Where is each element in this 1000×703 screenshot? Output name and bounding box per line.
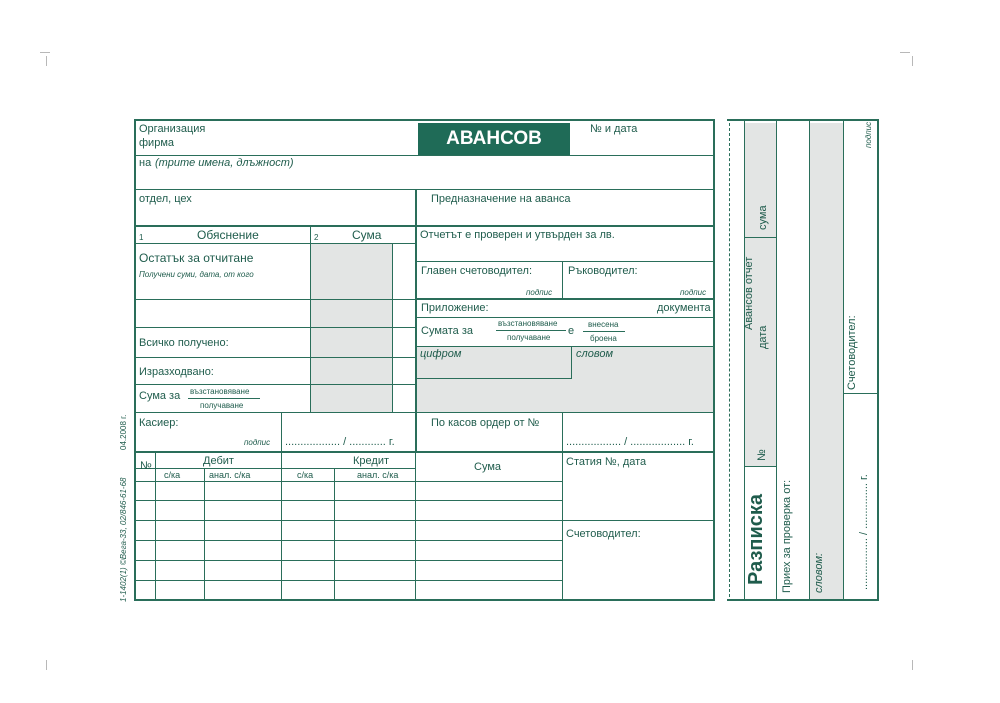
article-date-label: Статия №, дата	[566, 456, 647, 468]
in-words-label: словом	[576, 348, 613, 360]
row-line	[134, 357, 416, 358]
amount-shade	[417, 346, 714, 412]
sum-header: Сума	[474, 461, 502, 473]
paid-option: броена	[590, 334, 617, 343]
frame-left	[134, 119, 136, 601]
fraction-line	[188, 398, 260, 399]
col-line	[571, 346, 572, 378]
row-line	[415, 317, 714, 318]
checked-label: Отчетът е проверен и утвърден за лв.	[420, 229, 615, 241]
balance-label: Остатък за отчитане	[139, 251, 254, 265]
cash-order-date: .................. / .................. г.	[566, 436, 694, 448]
receipt-frame	[727, 599, 879, 601]
row-line	[562, 520, 714, 521]
row-line	[134, 560, 562, 561]
receipt-date-label: дата	[757, 325, 769, 349]
crop-mark	[912, 660, 913, 670]
print-date: 04.2008 г.	[119, 414, 128, 450]
receipt-line	[776, 121, 777, 599]
receipt-line	[745, 237, 776, 238]
col-line	[204, 468, 205, 600]
row-line	[134, 540, 562, 541]
row-line	[134, 468, 416, 469]
col-line	[334, 468, 335, 600]
on-label: на	[139, 157, 152, 169]
manager-label: Ръководител:	[568, 265, 638, 277]
frame-right	[713, 119, 715, 601]
in-digits-label: цифром	[420, 348, 462, 360]
receipt-in-words-label: словом:	[813, 552, 825, 593]
col-line	[155, 451, 156, 600]
receipt-line	[843, 121, 844, 599]
department-label: отдел, цех	[139, 193, 192, 205]
col2-number: 2	[314, 233, 319, 242]
credit-header: Кредит	[353, 455, 390, 467]
row-line	[134, 481, 562, 482]
cut-line	[729, 123, 730, 597]
col-line	[281, 412, 282, 451]
sum-for-label: Сумата за	[421, 325, 474, 337]
col2-header: Сума	[352, 228, 382, 242]
row-line	[416, 378, 572, 379]
col-line	[415, 451, 416, 600]
restore-option: възстановяване	[498, 319, 558, 328]
chief-signature-hint: подпис	[526, 288, 553, 297]
col-line	[415, 189, 417, 226]
row-line	[415, 346, 714, 347]
row-line	[134, 451, 714, 453]
print-info: 1-1402(1) ©Вега-33, 02/846-61-68	[119, 477, 128, 602]
cashier-signature-hint: подпис	[244, 438, 271, 447]
receive-option: получаване	[200, 401, 244, 410]
documents-label: документа	[657, 302, 711, 314]
crop-mark	[46, 56, 47, 66]
crop-mark	[46, 660, 47, 670]
advance-report-label: Авансов отчет	[743, 256, 755, 330]
number-date-label: № и дата	[590, 123, 638, 135]
row-line	[134, 155, 714, 156]
debit-header: Дебит	[203, 455, 234, 467]
crop-mark	[912, 56, 913, 66]
row-line	[134, 189, 714, 190]
frame-bottom	[134, 599, 714, 601]
organization-label: Организация	[139, 123, 206, 135]
cash-order-label: По касов ордер от №	[431, 417, 540, 429]
row-line	[134, 243, 416, 244]
sum-shade	[311, 244, 393, 412]
crop-mark	[900, 52, 910, 53]
receipt-sum-label: сума	[757, 205, 769, 230]
receipt-shade	[809, 123, 843, 599]
col-line	[281, 451, 282, 600]
accountant-label: Счетоводител:	[566, 528, 641, 540]
amount-for-label: Сума за	[139, 390, 181, 402]
credit-sa-header: с/ка	[297, 470, 314, 480]
cashier-date: .................. / ............ г.	[285, 436, 395, 448]
deposited-option: внесена	[588, 320, 619, 329]
accepted-label: Приех за проверка от:	[781, 479, 793, 593]
debit-sa-header: с/ка	[164, 470, 181, 480]
frame-top	[134, 119, 714, 121]
row-line	[134, 225, 714, 227]
total-received-label: Всичко получено:	[139, 337, 229, 349]
row-line	[134, 327, 416, 328]
row-line	[134, 384, 416, 385]
debit-anal-header: анал. с/ка	[209, 470, 251, 480]
spent-label: Изразходвано:	[139, 366, 214, 378]
receipt-frame	[727, 119, 879, 121]
row-line	[134, 299, 416, 300]
receipt-number-label: №	[756, 449, 768, 461]
advance-purpose-label: Предназначение на аванса	[431, 193, 571, 205]
receive-option: получаване	[507, 333, 551, 342]
cashier-label: Касиер:	[139, 417, 179, 429]
fraction-line	[583, 331, 625, 332]
col-line	[415, 225, 417, 451]
page-title: АВАНСОВ ОТЧЕТ	[418, 123, 570, 155]
received-hint: Получени суми, дата, от кого	[139, 270, 254, 279]
col1-number: 1	[139, 233, 144, 242]
receipt-line	[843, 393, 878, 394]
receipt-frame	[877, 119, 879, 601]
col-line	[562, 261, 563, 299]
restore-option: възстановяване	[190, 387, 250, 396]
on-hint: (трите имена, длъжност)	[155, 157, 294, 169]
firm-label: фирма	[139, 137, 174, 149]
row-line	[415, 298, 714, 300]
fraction-line	[496, 330, 566, 331]
row-line	[134, 520, 562, 521]
credit-anal-header: анал. с/ка	[357, 470, 399, 480]
row-line	[415, 261, 714, 262]
chief-accountant-label: Главен счетоводител:	[421, 265, 533, 277]
receipt-accountant-label: Счетоводител:	[846, 315, 858, 390]
crop-mark	[40, 52, 50, 53]
row-line	[134, 500, 562, 501]
receipt-date-dots: ................. / ............... г.	[858, 474, 870, 590]
col-line	[562, 412, 563, 451]
is-label: е	[568, 325, 575, 337]
manager-signature-hint: подпис	[680, 288, 707, 297]
row-line	[134, 412, 714, 413]
col1-header: Обяснение	[197, 228, 259, 242]
receipt-line	[809, 121, 810, 599]
receipt-signature-hint: подпис	[864, 121, 873, 148]
receipt-line	[745, 466, 776, 467]
receipt-title: Разписка	[745, 493, 767, 585]
col-line	[562, 451, 563, 600]
col-line	[392, 244, 393, 412]
attachment-label: Приложение:	[421, 302, 489, 314]
row-line	[134, 580, 562, 581]
num-header: №	[140, 460, 152, 472]
